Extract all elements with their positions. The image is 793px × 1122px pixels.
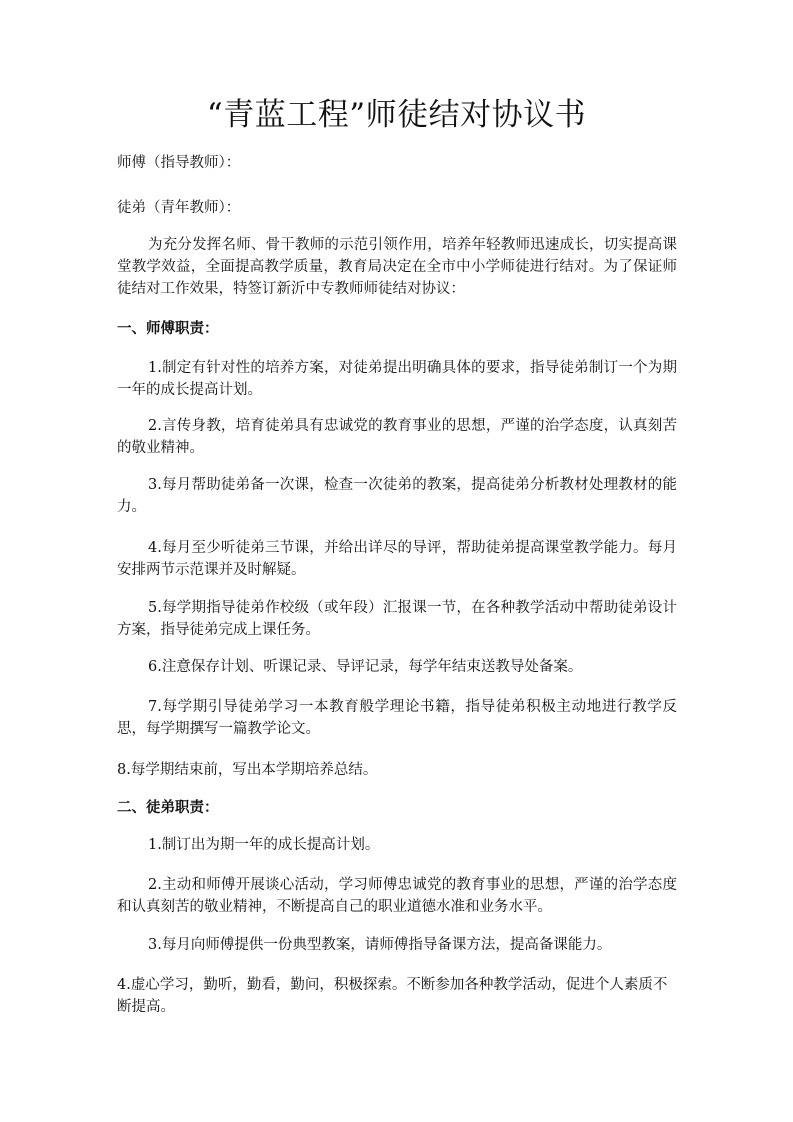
apprentice-duty-item: 2.主动和师傅开展谈心活动，学习师傅忠诚党的教育事业的思想，严谨的治学态度和认真刻苦的敬业精神，不断提高自己的职业道德水准和业务水平。 xyxy=(117,877,677,915)
apprentice-label: 徒弟（青年教师）： xyxy=(117,200,241,216)
mentor-duty-item: 3.每月帮助徒弟备一次课，检查一次徒弟的教案，提高徒弟分析教材处理教材的能力。 xyxy=(117,477,677,515)
mentor-duty-item: 7.每学期引导徒弟学习一本教育般学理论书籍，指导徒弟积极主动地进行教学反思，每学期撰写一篇教学论文。 xyxy=(117,699,677,737)
section2-heading: 二、徒弟职责： xyxy=(117,799,219,816)
mentor-duty-item: 8.每学期结束前，写出本学期培养总结。 xyxy=(117,762,378,778)
mentor-duty-item: 1.制定有针对性的培养方案，对徒弟提出明确具体的要求，指导徒弟制订一个为期一年的成长提高计划。 xyxy=(117,360,677,398)
apprentice-duty-item: 1.制订出为期一年的成长提高计划。 xyxy=(148,837,380,853)
mentor-duty-item: 4.每月至少听徒弟三节课，并给出详尽的导评，帮助徒弟提高课堂教学能力。每月安排两节示范课并及时解疑。 xyxy=(117,540,677,578)
mentor-label: 师傅（指导教师）： xyxy=(117,155,241,171)
mentor-duty-item: 6.注意保存计划、听课记录、导评记录，每学年结束送教导处备案。 xyxy=(148,659,583,675)
mentor-duty-item: 5.每学期指导徒弟作校级（或年段）汇报课一节，在各种教学活动中帮助徒弟设计方案，指导徒弟完成上课任务。 xyxy=(117,600,677,638)
apprentice-duty-item: 3.每月向师傅提供一份典型教案，请师傅指导备课方法，提高备课能力。 xyxy=(148,937,612,953)
apprentice-duty-item: 4.虚心学习，勤听，勤看，勤问，积极探索。不断参加各种教学活动，促进个人素质不断提高。 xyxy=(117,977,668,1015)
document-title: “青蓝工程”师徒结对协议书 xyxy=(206,97,587,133)
mentor-duty-item: 2.言传身教，培育徒弟具有忠诚党的教育事业的思想，严谨的治学态度，认真刻苦的敬业精神。 xyxy=(117,418,677,456)
section1-heading: 一、师傅职责： xyxy=(117,320,219,337)
intro-paragraph: 为充分发挥名师、骨干教师的示范引领作用，培养年轻教师迅速成长，切实提高课堂教学效益，全面提高教学质量，教育局决定在全市中小学师徒进行结对。为了保证师徒结对工作效果，特签订新沂中专教师师徒结对协议： xyxy=(117,237,677,297)
